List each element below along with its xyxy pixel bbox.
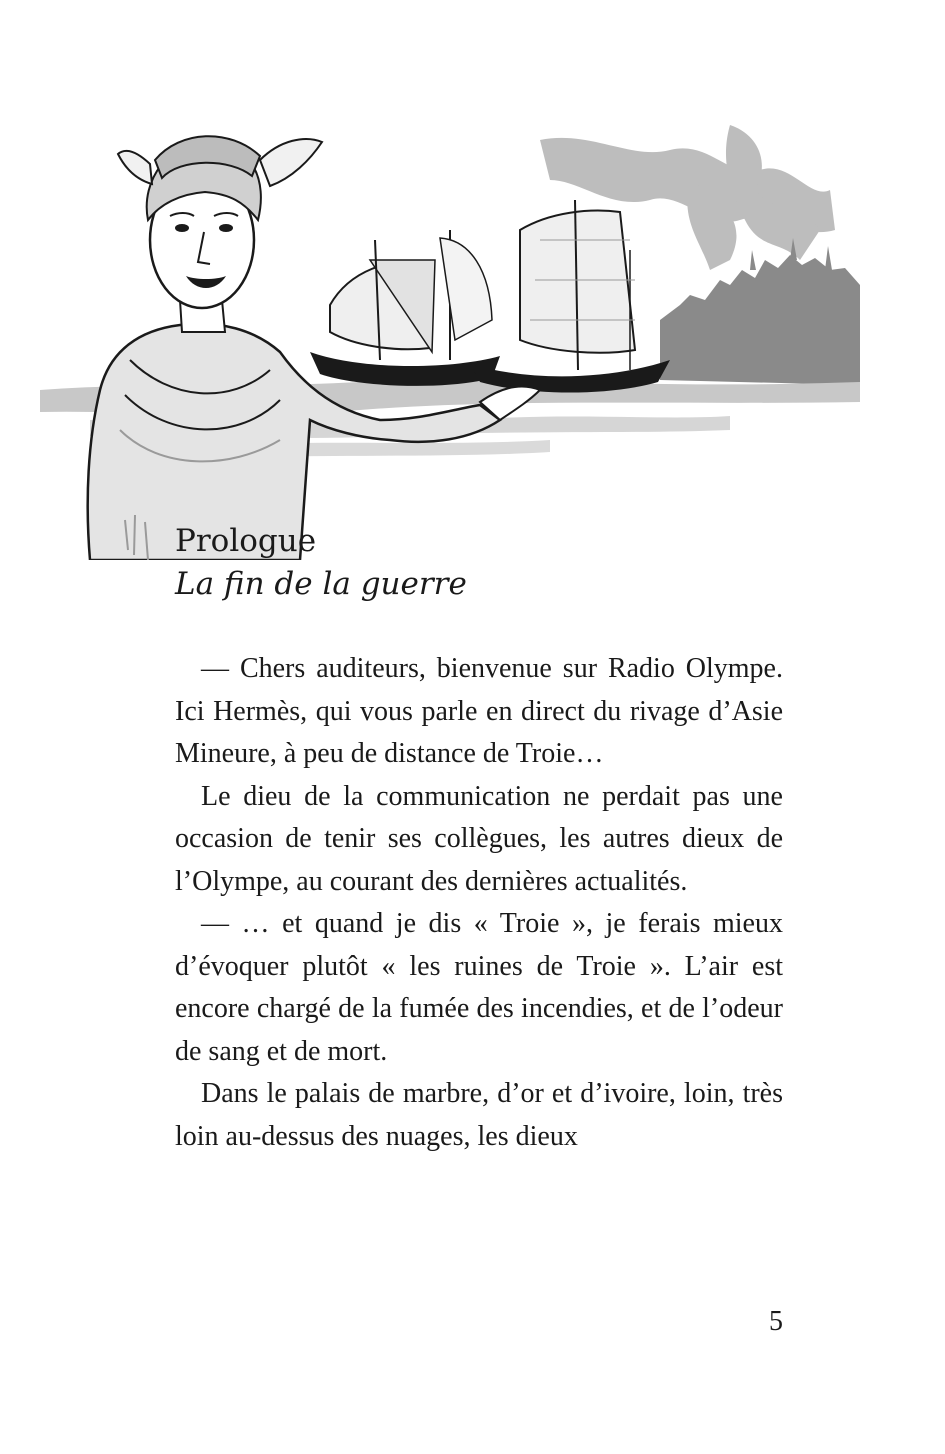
page-number: 5 xyxy=(769,1306,783,1337)
chapter-title: Prologue xyxy=(175,523,317,559)
hermes-ships-illustration xyxy=(30,120,870,560)
ship-left-icon xyxy=(310,230,500,386)
ship-right-icon xyxy=(470,200,670,393)
hermes-figure-icon xyxy=(88,136,540,560)
chapter-subtitle: La fin de la guerre xyxy=(175,566,467,602)
paragraph-1: — Chers auditeurs, bienvenue sur Radio Olympe. Ici Hermès, qui vous parle en direct du rivage d’Asie Mineure, à peu de distance de Troie… xyxy=(175,653,783,769)
paragraph-3: — … et quand je dis « Troie », je ferais mieux d’évoquer plutôt « les ruines de Troie ». L’air est encore chargé de la fumée des incendies, et de l’odeur de sang et de mort. xyxy=(175,908,783,1067)
body-text xyxy=(175,648,783,1158)
city-silhouette-icon xyxy=(660,238,860,385)
paragraph-4: Dans le palais de marbre, d’or et d’ivoire, loin, très loin au-dessus des nuages, les dieux xyxy=(175,1078,783,1152)
paragraph-2: Le dieu de la communication ne perdait pas une occasion de tenir ses collègues, les autres dieux de l’Olympe, au courant des dernières actualités. xyxy=(175,780,783,897)
